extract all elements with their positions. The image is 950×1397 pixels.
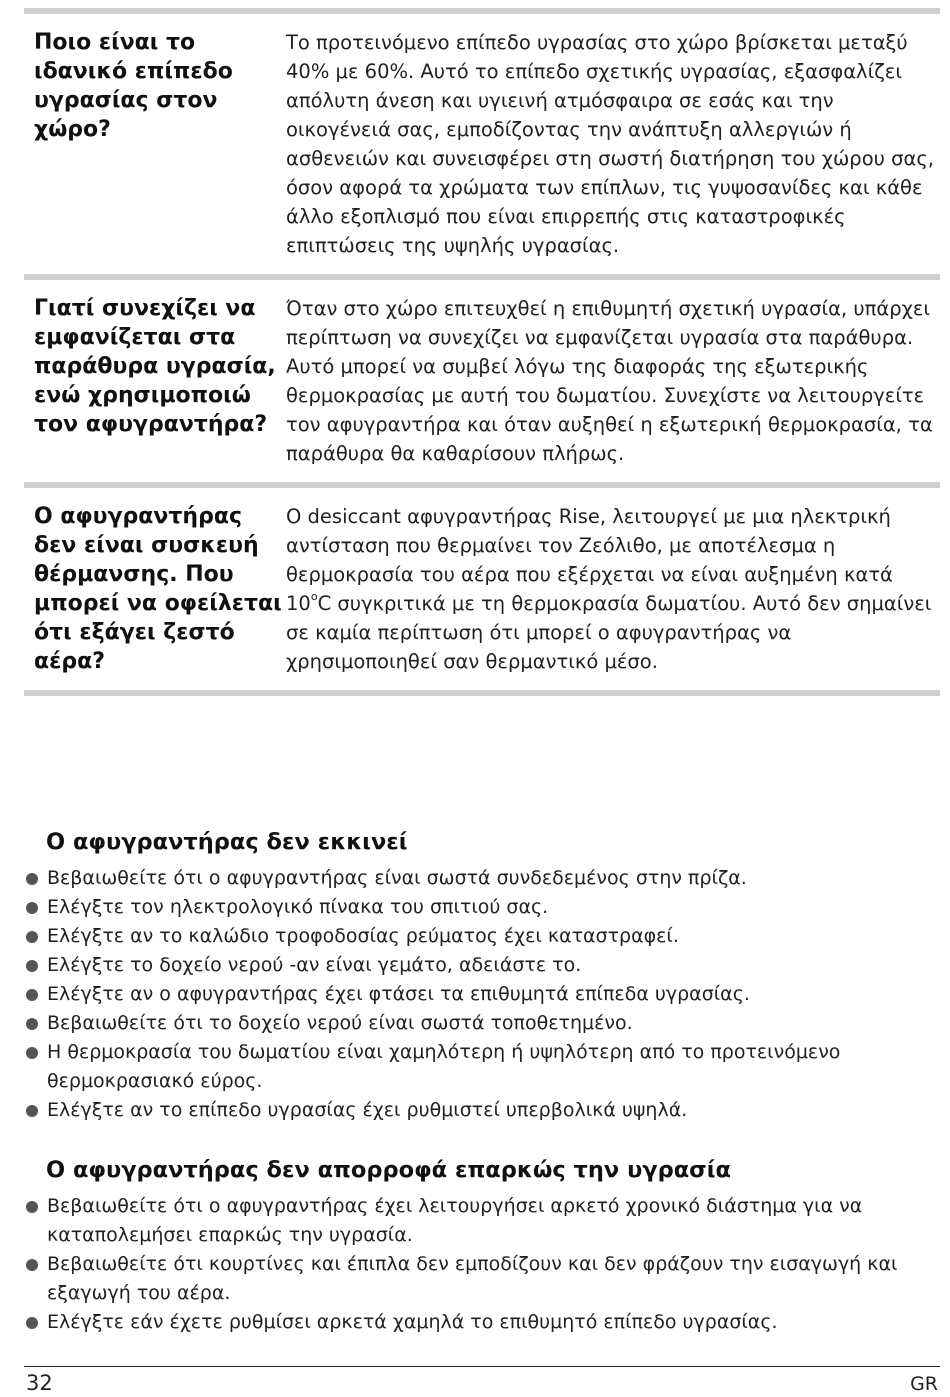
faq-answer: Το προτεινόμενο επίπεδο υγρασίας στο χώρο βρίσκεται μεταξύ 40% με 60%. Αυτό το επίπεδο σχετικής υγρασίας, εξασφαλίζει απόλυτη άνεση και υγιεινή ατμόσφαιρα σε εσάς και την οικογένειά σας, εμποδίζοντας την ανάπτυξη αλλεργιών ή ασθενειών και συνεισφέρει στη σωστή διατήρηση του χώρου σας, όσον αφορά τα χρώματα των επίπλων, τις γυψοσανίδες και κάθε άλλο εξοπλισμό που είναι επιρρεπής στις καταστροφικές επιπτώσεις της υψηλής υγρασίας. (286, 31, 934, 257)
faq-answer-text: C συγκριτικά με τη θερμοκρασία δωματίου. Αυτό δεν σημαίνει σε καμία περίπτωση ότι μπορεί ο αφυγραντήρας να χρησιμοποιηθεί σαν θερμαντικό μέσο. (286, 592, 932, 673)
faq-row (24, 488, 940, 690)
list-item (24, 922, 940, 951)
faq-answer: Όταν στο χώρο επιτευχθεί η επιθυμητή σχετική υγρασία, υπάρχει περίπτωση να συνεχίζει να εμφανίζεται υγρασία στα παράθυρα. Αυτό μπορεί να συμβεί λόγω της διαφοράς της εξωτερικής θερμοκρασίας με αυτή του δωματίου. Συνεχίστε να λειτουργείτε τον αφυγραντήρα και όταν αυξηθεί η εξωτερική θερμοκρασία, τα παράθυρα θα καθαρίσουν πλήρως. (286, 297, 933, 465)
faq-question: Ποιο είναι το ιδανικό επίπεδο υγρασίας στον χώρο? (34, 30, 233, 142)
faq-question: Ο αφυγραντήρας δεν είναι συσκευή θέρμανσης. Που μπορεί να οφείλεται ότι εξάγει ζεστό αέρα? (34, 504, 282, 674)
list-item (24, 893, 940, 922)
list-item (24, 1192, 940, 1250)
bullet-icon (26, 1105, 38, 1117)
list-item (24, 1250, 940, 1308)
bullet-icon (26, 1201, 38, 1213)
list-item-text: Ελέγξτε αν το επίπεδο υγρασίας έχει ρυθμιστεί υπερβολικά υψηλά. (47, 1099, 688, 1121)
section-title: Ο αφυγραντήρας δεν απορροφά επαρκώς την υγρασία (46, 1157, 731, 1183)
bullet-icon (26, 1018, 38, 1030)
list-item-text: Βεβαιωθείτε ότι ο αφυγραντήρας είναι σωστά συνδεδεμένος στην πρίζα. (47, 867, 747, 889)
section-not-absorbing (24, 1154, 940, 1337)
list-item (24, 1009, 940, 1038)
list-item-text: Βεβαιωθείτε ότι το δοχείο νερού είναι σωστά τοποθετημένο. (47, 1012, 633, 1034)
list-item-text: Ελέγξτε το δοχείο νερού -αν είναι γεμάτο, αδειάστε το. (47, 954, 582, 976)
list-item-text: Ελέγξτε αν ο αφυγραντήρας έχει φτάσει τα επιθυμητά επίπεδα υγρασίας. (47, 983, 750, 1005)
faq-row (24, 14, 940, 274)
list-item (24, 864, 940, 893)
list-item-text: Ελέγξτε αν το καλώδιο τροφοδοσίας ρεύματος έχει καταστραφεί. (47, 925, 679, 947)
faq-separator (24, 690, 940, 696)
list-item (24, 980, 940, 1009)
faq-question: Γιατί συνεχίζει να εμφανίζεται στα παράθυρα υγρασία, ενώ χρησιμοποιώ τον αφυγραντήρα? (34, 296, 276, 437)
faq-answer (282, 502, 940, 676)
list-item-text: Ελέγξτε τον ηλεκτρολογικό πίνακα του σπιτιού σας. (47, 896, 549, 918)
list-item-text: Βεβαιωθείτε ότι ο αφυγραντήρας έχει λειτουργήσει αρκετό χρονικό διάστημα για να καταπολεμήσει επαρκώς την υγρασία. (47, 1195, 863, 1246)
bullet-icon (26, 1317, 38, 1329)
page-number: 32 (26, 1371, 53, 1395)
list-item-text: Ελέγξτε εάν έχετε ρυθμίσει αρκετά χαμηλά το επιθυμητό επίπεδο υγρασίας. (47, 1311, 778, 1333)
section-not-starting (24, 826, 940, 1125)
list-item (24, 951, 940, 980)
language-code: GR (910, 1373, 938, 1395)
list-item-text: Η θερμοκρασία του δωματίου είναι χαμηλότερη ή υψηλότερη από το προτεινόμενο θερμοκρασιακό εύρος. (47, 1041, 841, 1092)
list-item (24, 1038, 940, 1096)
faq-row (24, 280, 940, 482)
bullet-icon (26, 1047, 38, 1059)
checklist (24, 864, 940, 1125)
bullet-icon (26, 931, 38, 943)
faq-answer-text: Ο desiccant αφυγραντήρας Rise, λειτουργεί με μια ηλεκτρική αντίσταση που θερμαίνει τον Ζεόλιθο, με αποτέλεσμα η θερμοκρασία του αέρα που εξέρχεται να είναι αυξημένη κατά 10 (286, 505, 893, 615)
checklist (24, 1192, 940, 1337)
page-footer (24, 1366, 940, 1395)
bullet-icon (26, 1259, 38, 1271)
degree-superscript: ο (310, 589, 318, 603)
bullet-icon (26, 873, 38, 885)
bullet-icon (26, 989, 38, 1001)
faq-table (24, 8, 940, 696)
list-item-text: Βεβαιωθείτε ότι κουρτίνες και έπιπλα δεν εμποδίζουν και δεν φράζουν την εισαγωγή και εξαγωγή του αέρα. (47, 1253, 898, 1304)
list-item (24, 1096, 940, 1125)
section-title: Ο αφυγραντήρας δεν εκκινεί (46, 829, 408, 855)
bullet-icon (26, 960, 38, 972)
bullet-icon (26, 902, 38, 914)
list-item (24, 1308, 940, 1337)
